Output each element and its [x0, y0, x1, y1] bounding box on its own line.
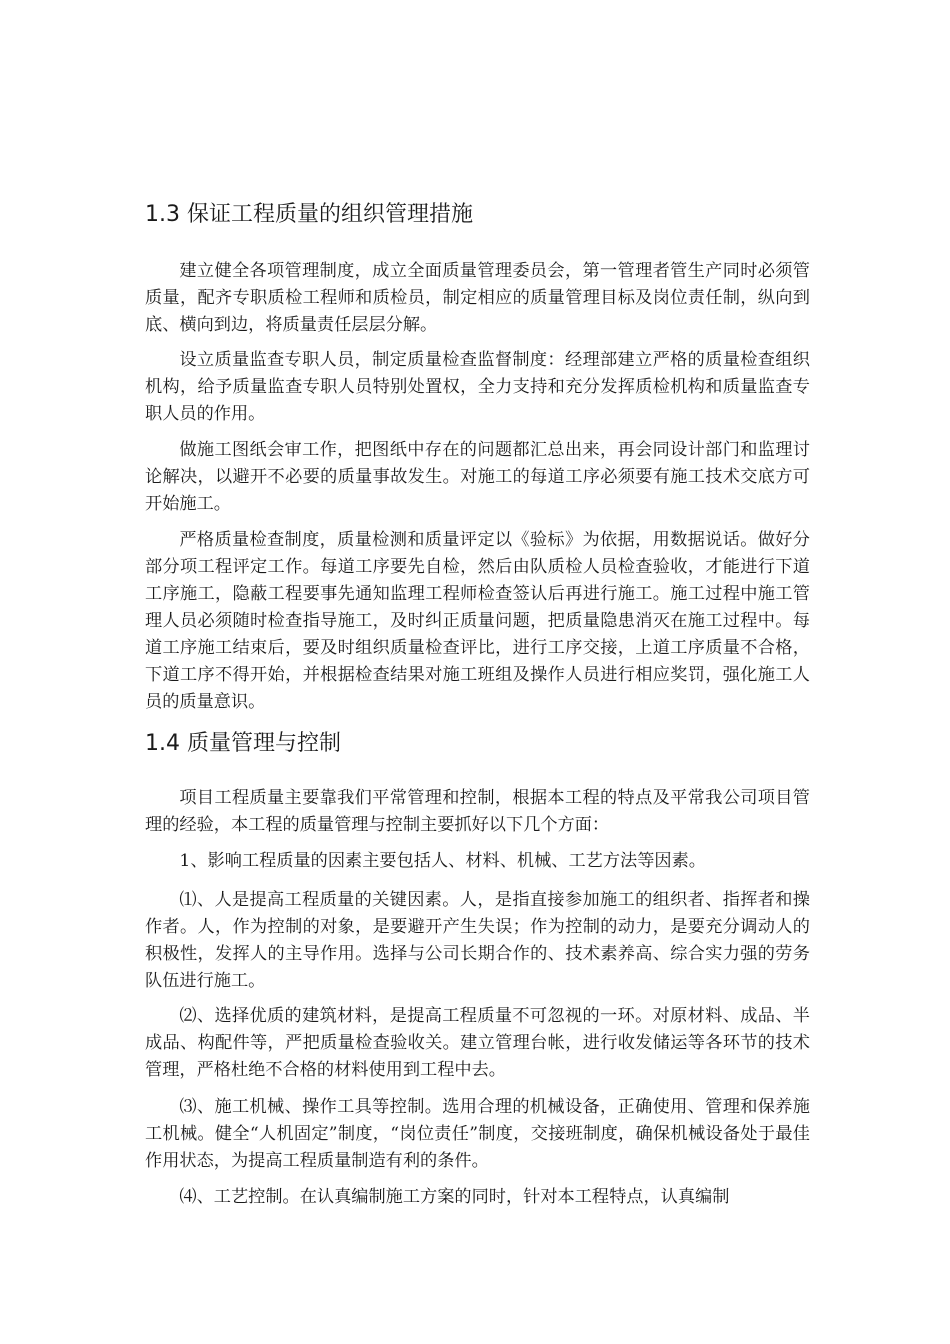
paragraph: ⑴、人是提高工程质量的关键因素。人，是指直接参加施工的组织者、指挥者和操作者。人，作为控制的对象，是要避开产生失误；作为控制的动力，是要充分调动人的积极性，发挥人的主导作用。选择与公司长期合作的、技术素养高、综合实力强的劳务队伍进行施工。: [145, 890, 810, 991]
paragraph: 建立健全各项管理制度，成立全面质量管理委员会，第一管理者管生产同时必须管质量，配齐专职质检工程师和质检员，制定相应的质量管理目标及岗位责任制，纵向到底、横向到边，将质量责任层层分解。: [145, 261, 810, 335]
paragraph: 设立质量监查专职人员，制定质量检查监督制度：经理部建立严格的质量检查组织机构，给予质量监查专职人员特别处置权，全力支持和充分发挥质检机构和质量监查专职人员的作用。: [145, 350, 810, 424]
paragraph: 做施工图纸会审工作，把图纸中存在的问题都汇总出来，再会同设计部门和监理讨论解决，以避开不必要的质量事故发生。对施工的每道工序必须要有施工技术交底方可开始施工。: [145, 440, 810, 514]
section-heading-1-3: 1.3 保证工程质量的组织管理措施: [145, 202, 473, 227]
paragraph: ⑷、工艺控制。在认真编制施工方案的同时，针对本工程特点，认真编制: [179, 1187, 730, 1207]
paragraph: ⑵、选择优质的建筑材料，是提高工程质量不可忽视的一环。对原材料、成品、半成品、构配件等，严把质量检查验收关。建立管理台帐，进行收发储运等各环节的技术管理，严格杜绝不合格的材料使用到工程中去。: [145, 1006, 810, 1080]
section-heading-1-4: 1.4 质量管理与控制: [145, 731, 341, 756]
paragraph: 1、影响工程质量的因素主要包括人、材料、机械、工艺方法等因素。: [179, 851, 706, 871]
paragraph: 严格质量检查制度，质量检测和质量评定以《验标》为依据，用数据说话。做好分部分项工程评定工作。每道工序要先自检，然后由队质检人员检查验收，才能进行下道工序施工，隐蔽工程要事先通知监理工程师检查签认后再进行施工。施工过程中施工管理人员必须随时检查指导施工，及时纠正质量问题，把质量隐患消灭在施工过程中。每道工序施工结束后，要及时组织质量检查评比，进行工序交接，上道工序质量不合格，下道工序不得开始，并根据检查结果对施工班组及操作人员进行相应奖罚，强化施工人员的质量意识。: [145, 530, 810, 712]
paragraph: ⑶、施工机械、操作工具等控制。选用合理的机械设备，正确使用、管理和保养施工机械。健全“人机固定”制度，“岗位责任”制度，交接班制度，确保机械设备处于最佳作用状态，为提高工程质量制造有利的条件。: [145, 1097, 810, 1171]
paragraph: 项目工程质量主要靠我们平常管理和控制，根据本工程的特点及平常我公司项目管理的经验，本工程的质量管理与控制主要抓好以下几个方面：: [145, 788, 810, 835]
